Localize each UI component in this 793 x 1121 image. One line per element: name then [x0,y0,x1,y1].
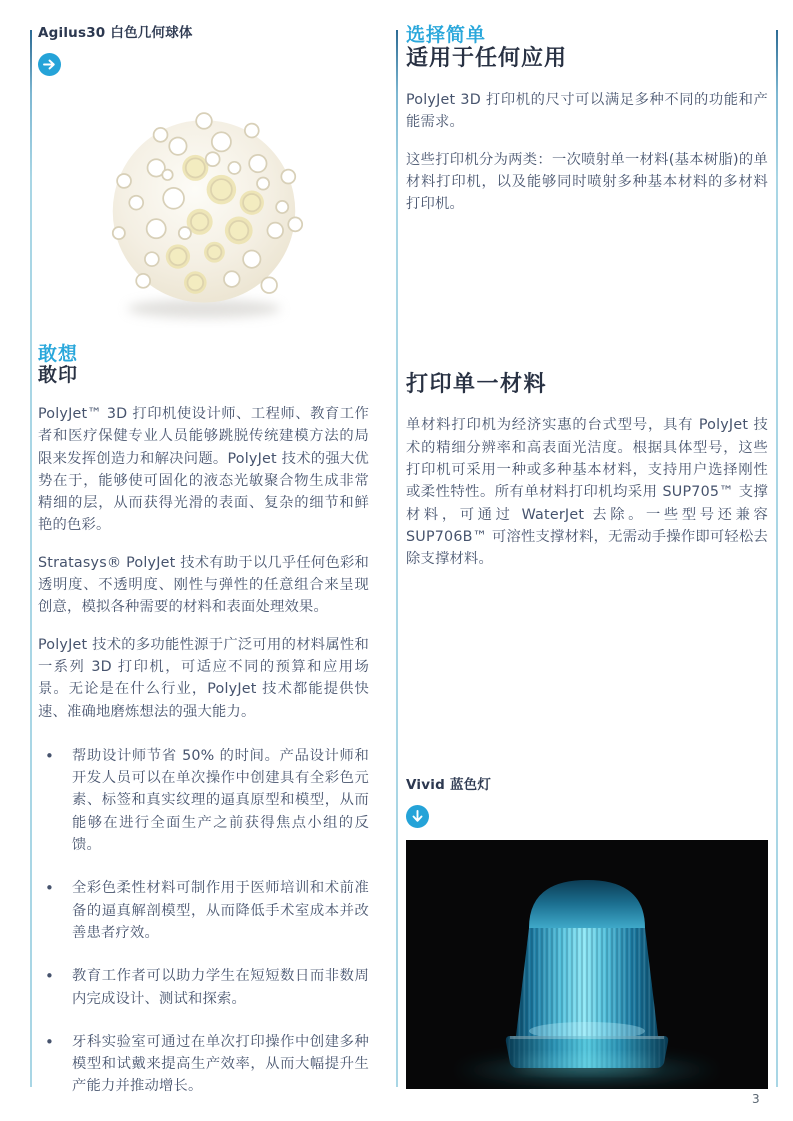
benefit-list [38,745,369,1098]
sphere-figure-caption [38,24,369,42]
paragraph: PolyJet 3D 打印机的尺寸可以满足多种不同的功能和产能需求。 [406,92,768,131]
sphere-image [38,78,369,336]
dare-heading [38,344,369,386]
intro-heading [406,24,768,72]
product-name: Vivid [406,776,445,793]
left-column [38,24,369,1119]
heading-main-line: 敢印 [38,364,79,386]
single-material-heading: 打印单一材料 [406,372,548,398]
heading-accent-line: 选择简单 [406,24,487,46]
column-divider-rule [396,30,398,1087]
product-desc: 蓝色灯 [449,776,492,793]
paragraph: PolyJet™ 3D 打印机使设计师、工程师、教育工作者和医疗保健专业人员能够跳脱传统建模方法的局限来发挥创造力和解决问题。PolyJet 技术的强大优势在于，能够使可固化的液态光敏聚合物生成非常精细的层，从而获得光滑的表面、复杂的细节和鲜艳的色彩。 [38,406,369,534]
heading-main-line: 适用于任何应用 [406,46,568,71]
right-arrow-icon [38,53,61,76]
right-column [406,24,768,1089]
bullet-item: • 牙科实验室可通过在单次打印操作中创建多种模型和试戴来提高生产效率，从而大幅提升生产能力并推动增长。 [38,1031,369,1098]
bullet-item: • 帮助设计师节省 50% 的时间。产品设计师和开发人员可以在单次操作中创建具有全彩色元素、标签和真实纹理的逼真原型和模型，从而能够在进行全面生产之前获得焦点小组的反馈。 [38,745,369,856]
lamp-figure-caption [406,776,768,794]
paragraph: 这些打印机分为两类：一次喷射单一材料(基本树脂)的单材料打印机，以及能够同时喷射多种基本材料的多材料打印机。 [406,151,768,213]
blue-lamp-image [406,840,768,1089]
paragraph: 单材料打印机为经济实惠的台式型号，具有 PolyJet 技术的精细分辨率和高表面光洁度。根据具体型号，这些打印机可采用一种或多种基本材料，支持用户选择刚性或柔性特性。所有单材料打印机均采用 SUP705™ 支撑材料，可通过 WaterJet 去除。一些型号还兼容 SUP706B™ 可溶性支撑材料，无需动手操作即可轻松去除支撑材料。 [406,417,768,568]
bullet-item: • 全彩色柔性材料可制作用于医师培训和术前准备的逼真解剖模型，从而降低手术室成本并改善患者疗效。 [38,877,369,944]
right-margin-rule [776,30,778,1087]
product-desc: 白色几何球体 [110,25,193,41]
left-margin-rule [30,30,32,1087]
heading-accent-line: 敢想 [38,343,79,365]
down-arrow-icon [406,805,429,828]
paragraph: PolyJet 技术的多功能性源于广泛可用的材料属性和一系列 3D 打印机，可适应不同的预算和应用场景。无论是在什么行业，PolyJet 技术都能提供快速、准确地磨炼想法的强大能力。 [38,636,369,720]
paragraph: Stratasys® PolyJet 技术有助于以几乎任何色彩和透明度、不透明度、刚性与弹性的任意组合来呈现创意，模拟各种需要的材料和表面处理效果。 [38,554,369,616]
product-name: Agilus30 [38,25,106,41]
bullet-item: • 教育工作者可以助力学生在短短数日而非数周内完成设计、测试和探索。 [38,965,369,1010]
page-number: 3 [752,1092,760,1106]
